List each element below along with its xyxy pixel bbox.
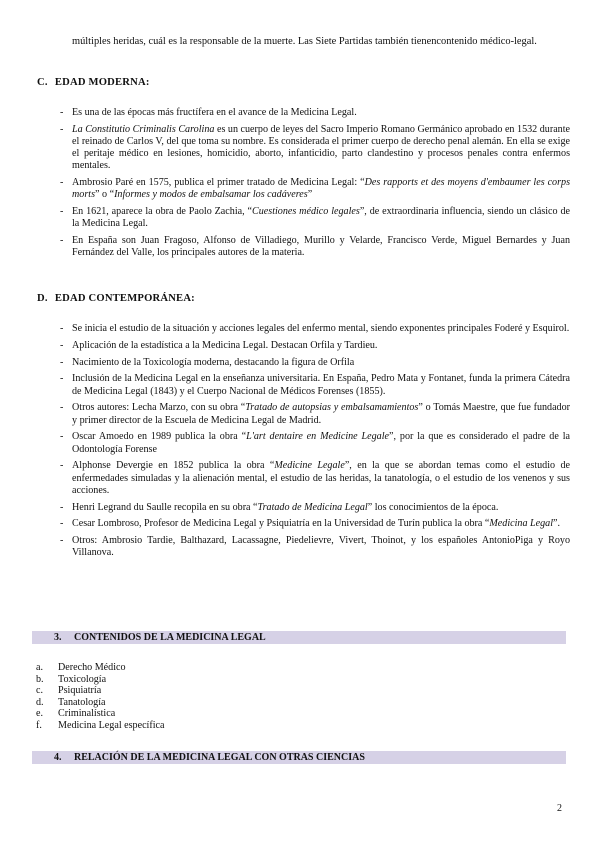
list-item: - Inclusión de la Medicina Legal en la enseñanza universitaria. En España, Pedro Mata y Fontanet, funda la primera Cátedra de Medicina Legal (1843) y el Cuerpo Nacional de Médicos Forenses (1855). [60,373,570,397]
section-c-letter: C. [37,77,48,88]
section-c-list [60,107,570,264]
section-d-title: EDAD CONTEMPORÁNEA: [54,293,195,304]
list-item: - Ambrosio Paré en 1575, publica el primer tratado de Medicina Legal: “Des rapports et des moyens d'embaumer les corps morts” o “Informes y modos de embalsamar los cadáveres” [60,177,570,201]
section-d-list [60,323,570,564]
list-item: b. Toxicología [36,673,107,685]
list-item: d. Tanatología [36,696,106,708]
list-item: a. Derecho Médico [36,662,126,673]
section-4-number: 4. [54,752,62,763]
section-c-heading [37,77,150,88]
section-d-heading [37,293,195,304]
list-item: e. Criminalística [36,708,116,720]
list-item: c. Psiquiatría [36,685,102,697]
section-4-heading [32,751,566,764]
section-c-title: EDAD MODERNA: [54,77,150,88]
list-item: - Aplicación de la estadística a la Medicina Legal. Destacan Orfila y Tardieu. [60,340,570,352]
list-item: - En España son Juan Fragoso, Alfonso de Villadiego, Murillo y Velarde, Francisco Verde, Miguel Bernardes y Juan Fernández del Valle, los principales autores de la materia. [60,235,570,259]
list-item: - Cesar Lombroso, Profesor de Medicina Legal y Psiquiatría en la Universidad de Turín publica la obra “Medicina Legal”. [60,518,570,530]
page-number: 2 [557,803,562,814]
intro-paragraph: múltiples heridas, cuál es la responsable de la muerte. Las Siete Partidas también tienencontenido médico-legal. [72,36,537,47]
list-item: - Otros: Ambrosio Tardie, Balthazard, Lacassagne, Piedelievre, Vivert, Thoinot, y los españoles AntonioPiga y Royo Villanova. [60,535,570,559]
section-3-title: CONTENIDOS DE LA MEDICINA LEGAL [74,632,266,643]
list-item: - Nacimiento de la Toxicología moderna, destacando la figura de Orfila [60,357,570,369]
section-4-title: RELACIÓN DE LA MEDICINA LEGAL CON OTRAS CIENCIAS [74,752,365,763]
section-3-list [36,662,165,732]
list-item: f. Medicina Legal específica [36,719,165,731]
list-item: - En 1621, aparece la obra de Paolo Zachia, “Cuestiones médico legales”, de extraordinaria influencia, siendo un clásico de la Medicina Legal. [60,206,570,230]
list-item: - Se inicia el estudio de la situación y acciones legales del enfermo mental, siendo exponentes principales Foderé y Esquirol. [60,323,570,335]
section-3-heading [32,631,566,644]
list-item: - Oscar Amoedo en 1989 publica la obra “L'art dentaire en Medicine Legale”, por la que es considerado el padre de la Odontología Forense [60,431,570,455]
list-item: - Otros autores: Lecha Marzo, con su obra “Tratado de autopsias y embalsamamientos” o Tomás Maestre, que fue fundador y primer director de la Escuela de Medicina Legal de Madrid. [60,402,570,426]
list-item: - La Constitutio Criminalis Carolina es un cuerpo de leyes del Sacro Imperio Romano Germánico aprobado en 1532 durante el reinado de Carlos V, del que toma su nombre. Es considerada el primer cuerpo de derecho penal alemán. En ella se exige el peritaje médico en lesiones, homicidio, aborto, infanticidio, parto clandestino y procesos penales contra enfermos mentales. [60,124,570,173]
section-3-number: 3. [54,632,62,643]
list-item: - Es una de las épocas más fructífera en el avance de la Medicina Legal. [60,107,570,119]
list-item: - Henri Legrand du Saulle recopila en su obra “Tratado de Medicina Legal” los conocimientos de la época. [60,502,570,514]
section-d-letter: D. [37,293,48,304]
list-item: - Alphonse Devergie en 1852 publica la obra “Medicine Legale”, en la que se abordan temas como el estudio de enfermedades simuladas y la alienación mental, el estudio de las heridas, la tanatología, o el estudio de los venenos y sus acciones. [60,460,570,497]
